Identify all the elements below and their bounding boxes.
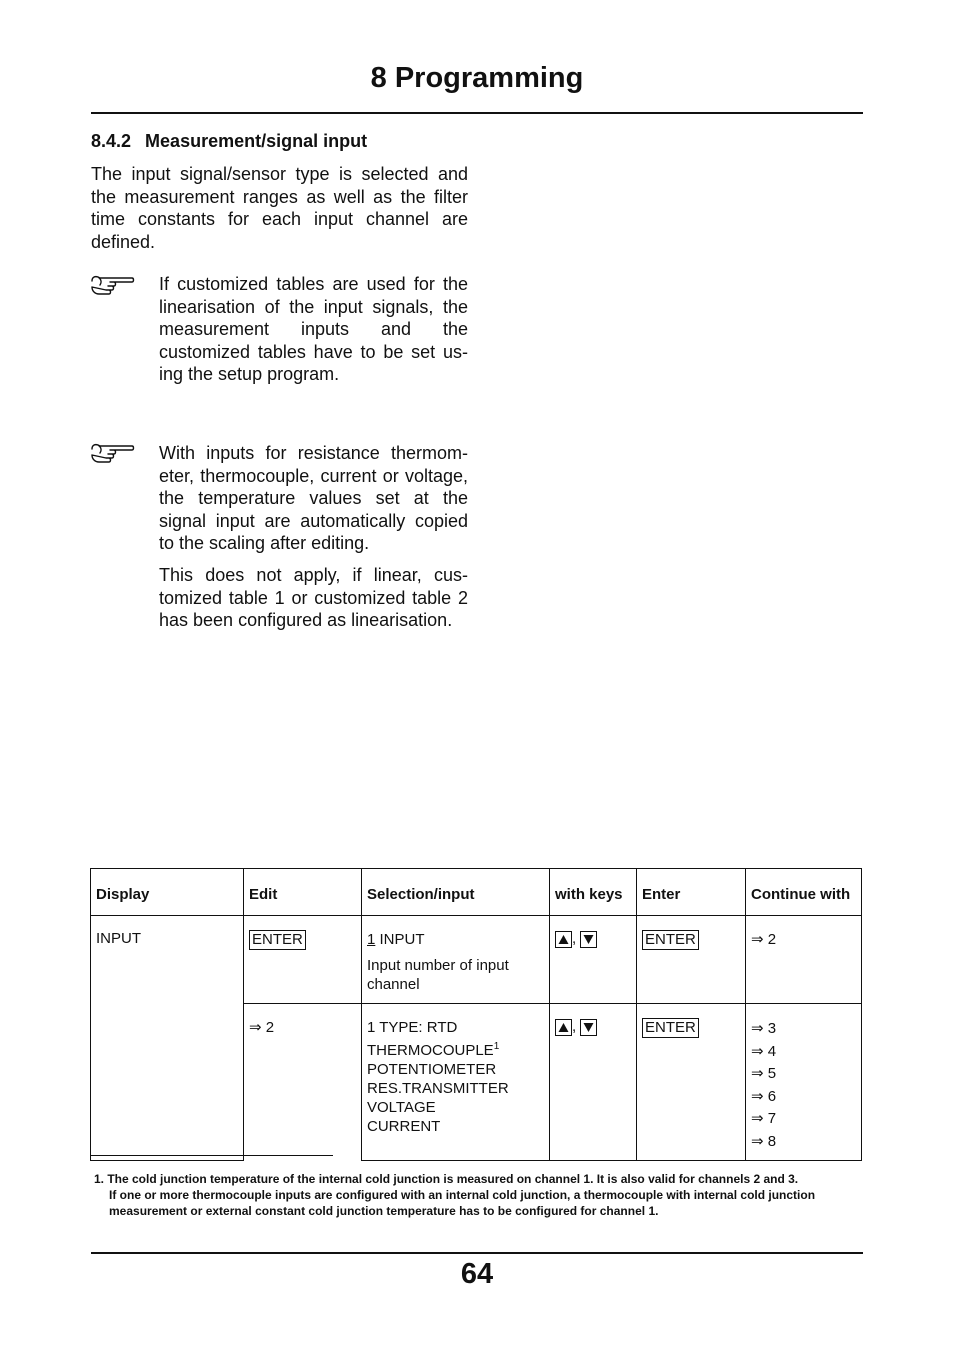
selection-description: Input number of input channel [367, 957, 509, 993]
header-enter: Enter [637, 869, 746, 916]
edit-continue-value: ⇒ 2 [249, 1019, 275, 1036]
footnote-line: If one or more thermocouple inputs are configured with an internal cold junction, a thermocouple with internal cold junction [109, 1188, 816, 1202]
enter-key: ENTER [642, 930, 699, 950]
intro-paragraph: The input signal/sensor type is selected and the measurement ranges as well as the filter time constants for each input channel are defined. [91, 164, 468, 252]
pointing-hand-icon [90, 441, 136, 467]
selection-option: POTENTIOMETER [367, 1061, 497, 1078]
edit-cell [244, 1004, 362, 1161]
header-keys: with keys [550, 869, 637, 916]
section-heading [91, 131, 367, 152]
header-rule [91, 112, 863, 114]
continue-value: ⇒ 2 [751, 931, 777, 948]
continue-cell [746, 916, 862, 1004]
selection-cell [362, 1004, 550, 1161]
programming-table [90, 868, 862, 1161]
selection-option: RES.TRANSMITTER [367, 1080, 509, 1097]
continue-value: ⇒ 3 [751, 1020, 777, 1037]
header-selection: Selection/input [362, 869, 550, 916]
down-arrow-key-icon [580, 1019, 597, 1036]
display-cell [91, 916, 244, 1161]
continue-value: ⇒ 5 [751, 1065, 777, 1082]
selection-option: 1 TYPE: RTD [367, 1019, 458, 1036]
pointing-hand-icon [90, 273, 136, 299]
header-display: Display [91, 869, 244, 916]
table-bottom-rule [90, 1155, 333, 1156]
table-row [91, 916, 862, 1004]
footnote [94, 1171, 864, 1219]
down-arrow-key-icon [580, 931, 597, 948]
selection-cell [362, 916, 550, 1004]
page-number: 64 [460, 1258, 494, 1290]
continue-value: ⇒ 7 [751, 1110, 777, 1127]
keys-cell: , [550, 1004, 637, 1161]
note-customized-tables: If customized tables are used for the linearisation of the input signals, the measurement inputs and the customized tables have to be set using the setup program. [159, 274, 468, 384]
section-number: 8.4.2 [91, 131, 132, 151]
footer-rule [91, 1252, 863, 1254]
edit-cell [244, 916, 362, 1004]
page-title: 8 Programming [370, 62, 584, 94]
continue-value: ⇒ 8 [751, 1132, 777, 1150]
selection-label: INPUT [375, 931, 425, 948]
display-value: INPUT [96, 930, 141, 947]
continue-value: ⇒ 4 [751, 1042, 777, 1060]
enter-cell [637, 916, 746, 1004]
up-arrow-key-icon [555, 1019, 572, 1036]
table-header-row [91, 869, 862, 916]
selection-option: THERMOCOUPLE$^1$ [367, 1041, 500, 1059]
section-title: Measurement/signal input [145, 131, 368, 151]
header-continue: Continue with [746, 869, 862, 916]
up-arrow-key-icon [555, 931, 572, 948]
continue-cell [746, 1004, 862, 1161]
footnote-line: measurement or external constant cold junction temperature has to be configured for channel 1. [109, 1204, 659, 1218]
continue-value: ⇒ 6 [751, 1087, 777, 1105]
keys-cell: , [550, 916, 637, 1004]
footnote-line: 1. The cold junction temperature of the internal cold junction is measured on channel 1. It is also valid for channels 2 and 3. [94, 1172, 799, 1186]
footnote-mark: 1 [493, 1041, 500, 1052]
header-edit: Edit [244, 869, 362, 916]
selection-option: CURRENT [367, 1118, 441, 1135]
selection-digit: 1 [367, 931, 376, 948]
enter-key: ENTER [642, 1018, 699, 1038]
note-temperature-copy: With inputs for resistance thermometer, thermocouple, current or voltage, the temperature values set at the signal input are automatically copied to the scaling after editing. [159, 443, 468, 553]
enter-cell [637, 1004, 746, 1161]
note-exception: This does not apply, if linear, customized table 1 or customized table 2 has been configured as linearisation. [159, 565, 468, 630]
enter-key: ENTER [249, 930, 306, 950]
selection-option: VOLTAGE [367, 1099, 436, 1116]
